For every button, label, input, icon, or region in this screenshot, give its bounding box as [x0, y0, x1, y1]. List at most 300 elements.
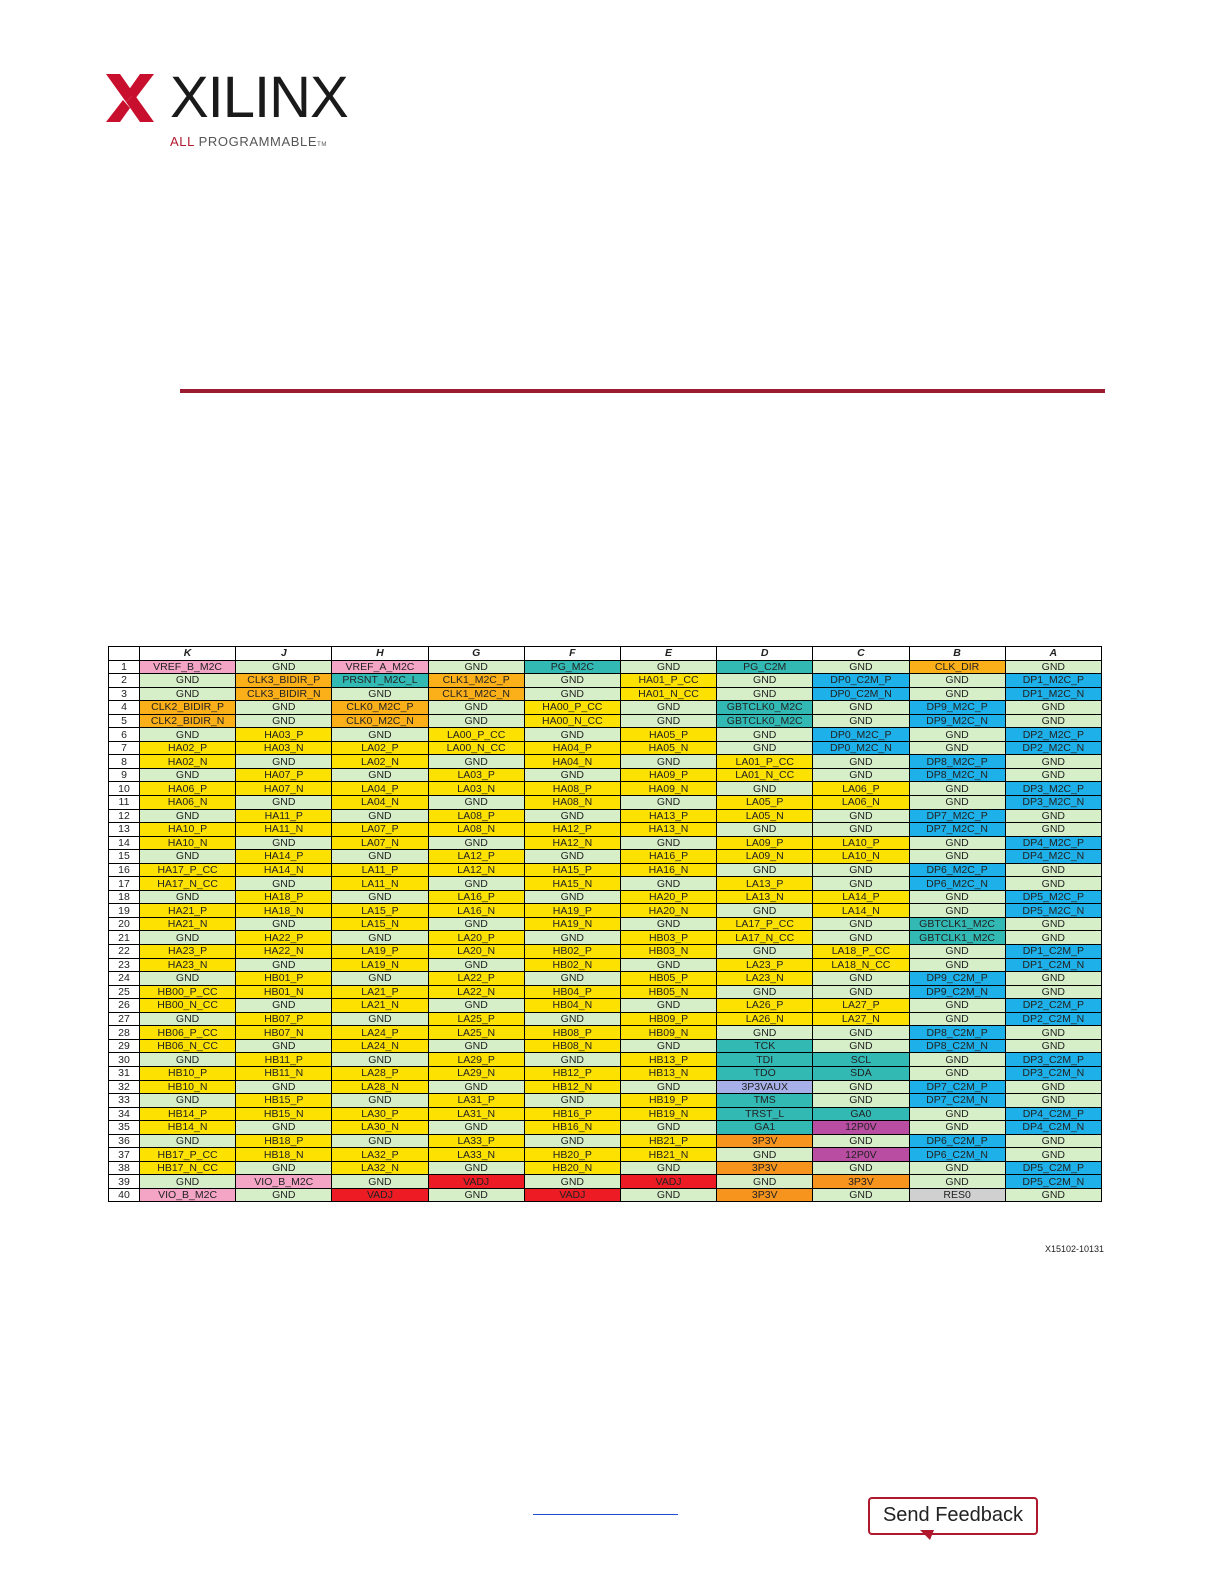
- table-row: [109, 1026, 1102, 1040]
- pin-cell: HA14_N: [236, 863, 332, 877]
- pin-cell: GND: [236, 958, 332, 972]
- table-row: [109, 890, 1102, 904]
- pin-cell: LA26_N: [717, 1012, 813, 1026]
- pin-cell: LA22_N: [428, 985, 524, 999]
- pin-cell: HB15_P: [236, 1094, 332, 1108]
- table-row: [109, 782, 1102, 796]
- pin-cell: LA25_P: [428, 1012, 524, 1026]
- pin-cell: HB17_N_CC: [140, 1161, 236, 1175]
- row-number: 40: [109, 1188, 140, 1202]
- pin-cell: DP6_M2C_P: [909, 863, 1005, 877]
- pin-cell: GND: [1005, 863, 1101, 877]
- table-row: [109, 850, 1102, 864]
- pin-cell: GND: [909, 890, 1005, 904]
- pin-cell: GND: [717, 1148, 813, 1162]
- pin-cell: GND: [620, 1161, 716, 1175]
- pin-cell: GND: [1005, 768, 1101, 782]
- pin-cell: GND: [813, 917, 909, 931]
- pin-cell: HA04_N: [524, 755, 620, 769]
- row-number: 38: [109, 1161, 140, 1175]
- table-row: [109, 1066, 1102, 1080]
- pin-cell: SDA: [813, 1066, 909, 1080]
- pin-cell: GND: [909, 958, 1005, 972]
- row-number: 27: [109, 1012, 140, 1026]
- pin-cell: DP0_C2M_P: [813, 674, 909, 688]
- pin-cell: GND: [524, 972, 620, 986]
- pin-cell: GND: [813, 768, 909, 782]
- pin-cell: HB06_P_CC: [140, 1026, 236, 1040]
- pin-cell: GND: [524, 931, 620, 945]
- pin-cell: GND: [140, 1053, 236, 1067]
- pin-cell: HA16_N: [620, 863, 716, 877]
- pin-cell: GND: [909, 1175, 1005, 1189]
- row-number: 24: [109, 972, 140, 986]
- pin-cell: GND: [428, 836, 524, 850]
- pin-cell: GND: [524, 768, 620, 782]
- pin-cell: 3P3V: [813, 1175, 909, 1189]
- pin-cell: GND: [236, 836, 332, 850]
- pin-cell: HB21_P: [620, 1134, 716, 1148]
- table-row: [109, 877, 1102, 891]
- table-row: [109, 1053, 1102, 1067]
- pin-cell: LA03_N: [428, 782, 524, 796]
- pin-cell: LA29_P: [428, 1053, 524, 1067]
- pin-cell: LA18_P_CC: [813, 945, 909, 959]
- table-row: [109, 755, 1102, 769]
- column-header-b: B: [909, 647, 1005, 661]
- row-number: 21: [109, 931, 140, 945]
- pin-cell: DP4_M2C_N: [1005, 850, 1101, 864]
- pin-cell: SCL: [813, 1053, 909, 1067]
- footer-link[interactable]: [533, 1514, 678, 1515]
- row-number: 17: [109, 877, 140, 891]
- pin-cell: HB04_P: [524, 985, 620, 999]
- pin-cell: HB12_P: [524, 1066, 620, 1080]
- pin-cell: GND: [236, 796, 332, 810]
- row-number: 31: [109, 1066, 140, 1080]
- table-row: [109, 836, 1102, 850]
- pin-cell: HB14_P: [140, 1107, 236, 1121]
- pin-cell: HA05_P: [620, 728, 716, 742]
- pin-cell: HB16_N: [524, 1121, 620, 1135]
- pin-cell: HA13_N: [620, 823, 716, 837]
- pin-cell: GND: [813, 1161, 909, 1175]
- pin-cell: DP3_M2C_N: [1005, 796, 1101, 810]
- pin-cell: GND: [620, 999, 716, 1013]
- pin-cell: HA23_P: [140, 945, 236, 959]
- pin-cell: GND: [909, 741, 1005, 755]
- pin-cell: GND: [717, 741, 813, 755]
- row-number: 13: [109, 823, 140, 837]
- pin-cell: LA27_N: [813, 1012, 909, 1026]
- pin-cell: LA23_N: [717, 972, 813, 986]
- pin-cell: CLK0_M2C_N: [332, 714, 428, 728]
- pin-cell: GND: [140, 674, 236, 688]
- column-header-a: A: [1005, 647, 1101, 661]
- column-header-g: G: [428, 647, 524, 661]
- pin-cell: HA05_N: [620, 741, 716, 755]
- pin-cell: GND: [1005, 1039, 1101, 1053]
- row-number: 7: [109, 741, 140, 755]
- table-row: [109, 1121, 1102, 1135]
- pin-cell: HB15_N: [236, 1107, 332, 1121]
- pin-cell: HA08_N: [524, 796, 620, 810]
- pin-cell: GND: [813, 972, 909, 986]
- pin-cell: HB03_N: [620, 945, 716, 959]
- pin-cell: HB09_N: [620, 1026, 716, 1040]
- pin-cell: DP7_C2M_P: [909, 1080, 1005, 1094]
- xilinx-logo: [104, 65, 364, 156]
- pin-cell: GND: [524, 850, 620, 864]
- pin-cell: DP1_M2C_N: [1005, 687, 1101, 701]
- pin-cell: LA06_P: [813, 782, 909, 796]
- pin-cell: VADJ: [620, 1175, 716, 1189]
- pin-cell: HA00_N_CC: [524, 714, 620, 728]
- pin-cell: GND: [909, 687, 1005, 701]
- pin-cell: GND: [332, 931, 428, 945]
- table-row: [109, 687, 1102, 701]
- pin-cell: DP3_C2M_P: [1005, 1053, 1101, 1067]
- pin-cell: GND: [236, 1121, 332, 1135]
- pin-cell: HA04_P: [524, 741, 620, 755]
- pin-cell: GND: [236, 714, 332, 728]
- pin-cell: HA07_P: [236, 768, 332, 782]
- column-header-h: H: [332, 647, 428, 661]
- pin-cell: HA20_P: [620, 890, 716, 904]
- pin-cell: HB18_N: [236, 1148, 332, 1162]
- pin-cell: GND: [620, 958, 716, 972]
- pin-cell: DP2_C2M_N: [1005, 1012, 1101, 1026]
- pin-cell: DP7_C2M_N: [909, 1094, 1005, 1108]
- pin-cell: 12P0V: [813, 1121, 909, 1135]
- pin-cell: GND: [236, 1039, 332, 1053]
- pin-cell: HB01_P: [236, 972, 332, 986]
- pin-cell: CLK2_BIDIR_N: [140, 714, 236, 728]
- pin-cell: DP0_C2M_N: [813, 687, 909, 701]
- pin-cell: GND: [332, 1175, 428, 1189]
- pin-cell: HA17_P_CC: [140, 863, 236, 877]
- pin-cell: HA02_P: [140, 741, 236, 755]
- pin-cell: DP5_M2C_P: [1005, 890, 1101, 904]
- pin-cell: HB11_P: [236, 1053, 332, 1067]
- pin-cell: LA14_P: [813, 890, 909, 904]
- pin-cell: LA32_P: [332, 1148, 428, 1162]
- pin-cell: GND: [140, 728, 236, 742]
- pin-cell: GBTCLK1_M2C: [909, 931, 1005, 945]
- table-row: [109, 1175, 1102, 1189]
- pin-cell: HA13_P: [620, 809, 716, 823]
- pin-cell: HB01_N: [236, 985, 332, 999]
- title-rule: [180, 389, 1105, 393]
- pin-cell: GND: [140, 890, 236, 904]
- pin-cell: GND: [524, 809, 620, 823]
- pin-cell: GND: [909, 782, 1005, 796]
- pin-cell: GND: [620, 1188, 716, 1202]
- pin-cell: LA08_P: [428, 809, 524, 823]
- pin-cell: GND: [620, 714, 716, 728]
- row-number: 39: [109, 1175, 140, 1189]
- row-number: 26: [109, 999, 140, 1013]
- pin-cell: GND: [909, 1066, 1005, 1080]
- pin-cell: GND: [236, 917, 332, 931]
- pin-cell: GND: [1005, 701, 1101, 715]
- pin-cell: DP4_M2C_P: [1005, 836, 1101, 850]
- pin-cell: HB07_P: [236, 1012, 332, 1026]
- pin-cell: HA00_P_CC: [524, 701, 620, 715]
- pin-cell: GND: [332, 687, 428, 701]
- pin-cell: DP2_C2M_P: [1005, 999, 1101, 1013]
- pin-cell: LA24_N: [332, 1039, 428, 1053]
- pin-cell: LA27_P: [813, 999, 909, 1013]
- pin-cell: LA30_P: [332, 1107, 428, 1121]
- pin-cell: GND: [813, 985, 909, 999]
- table-row: [109, 796, 1102, 810]
- row-number: 9: [109, 768, 140, 782]
- pin-cell: LA01_P_CC: [717, 755, 813, 769]
- pin-cell: 12P0V: [813, 1148, 909, 1162]
- pin-cell: HA18_P: [236, 890, 332, 904]
- table-row: [109, 917, 1102, 931]
- pin-cell: GND: [332, 972, 428, 986]
- pin-cell: TMS: [717, 1094, 813, 1108]
- pin-cell: HB00_N_CC: [140, 999, 236, 1013]
- pin-cell: DP3_C2M_N: [1005, 1066, 1101, 1080]
- row-number: 29: [109, 1039, 140, 1053]
- pin-cell: LA05_P: [717, 796, 813, 810]
- pin-cell: HA19_P: [524, 904, 620, 918]
- pin-cell: GND: [1005, 972, 1101, 986]
- column-header-f: F: [524, 647, 620, 661]
- pin-cell: LA00_P_CC: [428, 728, 524, 742]
- pin-cell: CLK1_M2C_P: [428, 674, 524, 688]
- pin-cell: DP6_M2C_N: [909, 877, 1005, 891]
- row-number: 36: [109, 1134, 140, 1148]
- pin-cell: HA19_N: [524, 917, 620, 931]
- pin-cell: HB19_N: [620, 1107, 716, 1121]
- pin-cell: DP9_C2M_P: [909, 972, 1005, 986]
- pin-cell: HB02_N: [524, 958, 620, 972]
- pin-cell: LA24_P: [332, 1026, 428, 1040]
- pin-cell: HA22_P: [236, 931, 332, 945]
- pin-cell: GND: [332, 809, 428, 823]
- pin-cell: 3P3VAUX: [717, 1080, 813, 1094]
- pin-cell: GND: [236, 755, 332, 769]
- table-row: [109, 1107, 1102, 1121]
- row-number: 18: [109, 890, 140, 904]
- pin-cell: GND: [524, 1175, 620, 1189]
- pin-cell: HB09_P: [620, 1012, 716, 1026]
- table-row: [109, 1080, 1102, 1094]
- pin-cell: LA20_P: [428, 931, 524, 945]
- pin-cell: GA1: [717, 1121, 813, 1135]
- row-number: 28: [109, 1026, 140, 1040]
- pin-cell: HA11_N: [236, 823, 332, 837]
- pin-cell: DP5_M2C_N: [1005, 904, 1101, 918]
- pin-cell: LA30_N: [332, 1121, 428, 1135]
- table-row: [109, 1012, 1102, 1026]
- pin-cell: GND: [909, 1012, 1005, 1026]
- figure-id: X15102-10131: [1044, 1244, 1104, 1254]
- pin-cell: GND: [620, 1121, 716, 1135]
- pin-cell: HB16_P: [524, 1107, 620, 1121]
- pin-cell: LA11_P: [332, 863, 428, 877]
- pin-cell: HB04_N: [524, 999, 620, 1013]
- pin-cell: GND: [620, 877, 716, 891]
- pin-cell: GND: [620, 836, 716, 850]
- pin-cell: HB05_N: [620, 985, 716, 999]
- pin-cell: LA18_N_CC: [813, 958, 909, 972]
- pin-cell: LA00_N_CC: [428, 741, 524, 755]
- pin-cell: GND: [909, 999, 1005, 1013]
- pin-cell: LA22_P: [428, 972, 524, 986]
- pin-cell: LA32_N: [332, 1161, 428, 1175]
- pin-cell: GND: [813, 863, 909, 877]
- pin-cell: LA04_N: [332, 796, 428, 810]
- table-row: [109, 904, 1102, 918]
- pin-cell: DP3_M2C_P: [1005, 782, 1101, 796]
- pin-cell: HA21_P: [140, 904, 236, 918]
- pin-cell: HB03_P: [620, 931, 716, 945]
- pin-cell: GND: [140, 1012, 236, 1026]
- pin-cell: HA15_N: [524, 877, 620, 891]
- pin-cell: GND: [813, 1134, 909, 1148]
- table-row: [109, 1188, 1102, 1202]
- pin-cell: GND: [620, 660, 716, 674]
- pin-cell: TRST_L: [717, 1107, 813, 1121]
- pin-cell: HB12_N: [524, 1080, 620, 1094]
- row-number: 1: [109, 660, 140, 674]
- send-feedback-button[interactable]: Send Feedback: [868, 1497, 1038, 1535]
- pin-cell: LA31_P: [428, 1094, 524, 1108]
- table-row: [109, 945, 1102, 959]
- pin-cell: HB07_N: [236, 1026, 332, 1040]
- pin-cell: GND: [909, 850, 1005, 864]
- table-row: [109, 714, 1102, 728]
- pin-cell: RES0: [909, 1188, 1005, 1202]
- row-number: 33: [109, 1094, 140, 1108]
- pin-cell: GND: [140, 1175, 236, 1189]
- pin-cell: DP4_C2M_P: [1005, 1107, 1101, 1121]
- pin-cell: LA31_N: [428, 1107, 524, 1121]
- pin-cell: GND: [717, 782, 813, 796]
- row-number: 4: [109, 701, 140, 715]
- pin-cell: DP2_M2C_N: [1005, 741, 1101, 755]
- row-number: 6: [109, 728, 140, 742]
- pin-cell: LA10_P: [813, 836, 909, 850]
- table-row: [109, 809, 1102, 823]
- pin-cell: HB06_N_CC: [140, 1039, 236, 1053]
- pin-cell: GND: [236, 999, 332, 1013]
- table-row: [109, 728, 1102, 742]
- table-row: [109, 958, 1102, 972]
- table-row: [109, 972, 1102, 986]
- pin-cell: GND: [428, 999, 524, 1013]
- pin-cell: LA01_N_CC: [717, 768, 813, 782]
- pin-cell: GND: [813, 877, 909, 891]
- pin-cell: GND: [717, 863, 813, 877]
- pin-cell: GND: [236, 1161, 332, 1175]
- pin-cell: HA16_P: [620, 850, 716, 864]
- pin-cell: GND: [717, 945, 813, 959]
- pin-cell: LA12_N: [428, 863, 524, 877]
- pin-cell: LA14_N: [813, 904, 909, 918]
- pin-cell: LA17_P_CC: [717, 917, 813, 931]
- pin-cell: LA08_N: [428, 823, 524, 837]
- pin-cell: LA12_P: [428, 850, 524, 864]
- pin-cell: LA20_N: [428, 945, 524, 959]
- pin-cell: HB10_N: [140, 1080, 236, 1094]
- row-number: 37: [109, 1148, 140, 1162]
- pin-cell: LA25_N: [428, 1026, 524, 1040]
- pin-cell: GND: [717, 1026, 813, 1040]
- pin-cell: GND: [1005, 714, 1101, 728]
- pin-cell: HB20_N: [524, 1161, 620, 1175]
- pin-cell: GND: [332, 1053, 428, 1067]
- row-number: 32: [109, 1080, 140, 1094]
- pin-cell: DP5_C2M_N: [1005, 1175, 1101, 1189]
- pin-cell: GND: [1005, 1134, 1101, 1148]
- pin-cell: DP6_C2M_N: [909, 1148, 1005, 1162]
- pin-cell: GND: [428, 1080, 524, 1094]
- pin-cell: GND: [428, 1039, 524, 1053]
- pin-cell: GND: [1005, 1148, 1101, 1162]
- pin-cell: GND: [813, 660, 909, 674]
- pin-cell: DP7_M2C_P: [909, 809, 1005, 823]
- pin-cell: GND: [332, 890, 428, 904]
- pin-cell: HA17_N_CC: [140, 877, 236, 891]
- xilinx-mark-icon: [104, 72, 156, 124]
- row-number: 23: [109, 958, 140, 972]
- pin-cell: GND: [909, 1053, 1005, 1067]
- pin-cell: HB10_P: [140, 1066, 236, 1080]
- pin-cell: LA26_P: [717, 999, 813, 1013]
- pin-cell: GND: [524, 687, 620, 701]
- pin-cell: LA05_N: [717, 809, 813, 823]
- logo-tagline: ALL PROGRAMMABLETM: [170, 134, 327, 149]
- pin-cell: GND: [524, 1053, 620, 1067]
- pin-cell: VIO_B_M2C: [236, 1175, 332, 1189]
- pin-cell: HA09_N: [620, 782, 716, 796]
- pin-cell: HA20_N: [620, 904, 716, 918]
- pin-cell: TCK: [717, 1039, 813, 1053]
- pin-cell: 3P3V: [717, 1188, 813, 1202]
- pin-cell: GND: [140, 972, 236, 986]
- pin-cell: GND: [717, 674, 813, 688]
- pin-cell: LA04_P: [332, 782, 428, 796]
- row-number: 14: [109, 836, 140, 850]
- pin-cell: GND: [332, 768, 428, 782]
- pin-cell: LA16_N: [428, 904, 524, 918]
- table-row: [109, 1039, 1102, 1053]
- pin-cell: GND: [236, 701, 332, 715]
- pin-cell: HB02_P: [524, 945, 620, 959]
- pin-cell: GND: [332, 728, 428, 742]
- column-header-e: E: [620, 647, 716, 661]
- pin-cell: HA12_N: [524, 836, 620, 850]
- pin-cell: GBTCLK0_M2C: [717, 701, 813, 715]
- pin-cell: GND: [140, 687, 236, 701]
- pin-cell: LA09_N: [717, 850, 813, 864]
- pin-cell: HB13_P: [620, 1053, 716, 1067]
- row-number: 20: [109, 917, 140, 931]
- pin-cell: HA23_N: [140, 958, 236, 972]
- pin-cell: GND: [524, 1134, 620, 1148]
- table-row: [109, 1134, 1102, 1148]
- pin-cell: CLK0_M2C_P: [332, 701, 428, 715]
- pin-cell: CLK_DIR: [909, 660, 1005, 674]
- pin-cell: LA02_N: [332, 755, 428, 769]
- pin-cell: HB13_N: [620, 1066, 716, 1080]
